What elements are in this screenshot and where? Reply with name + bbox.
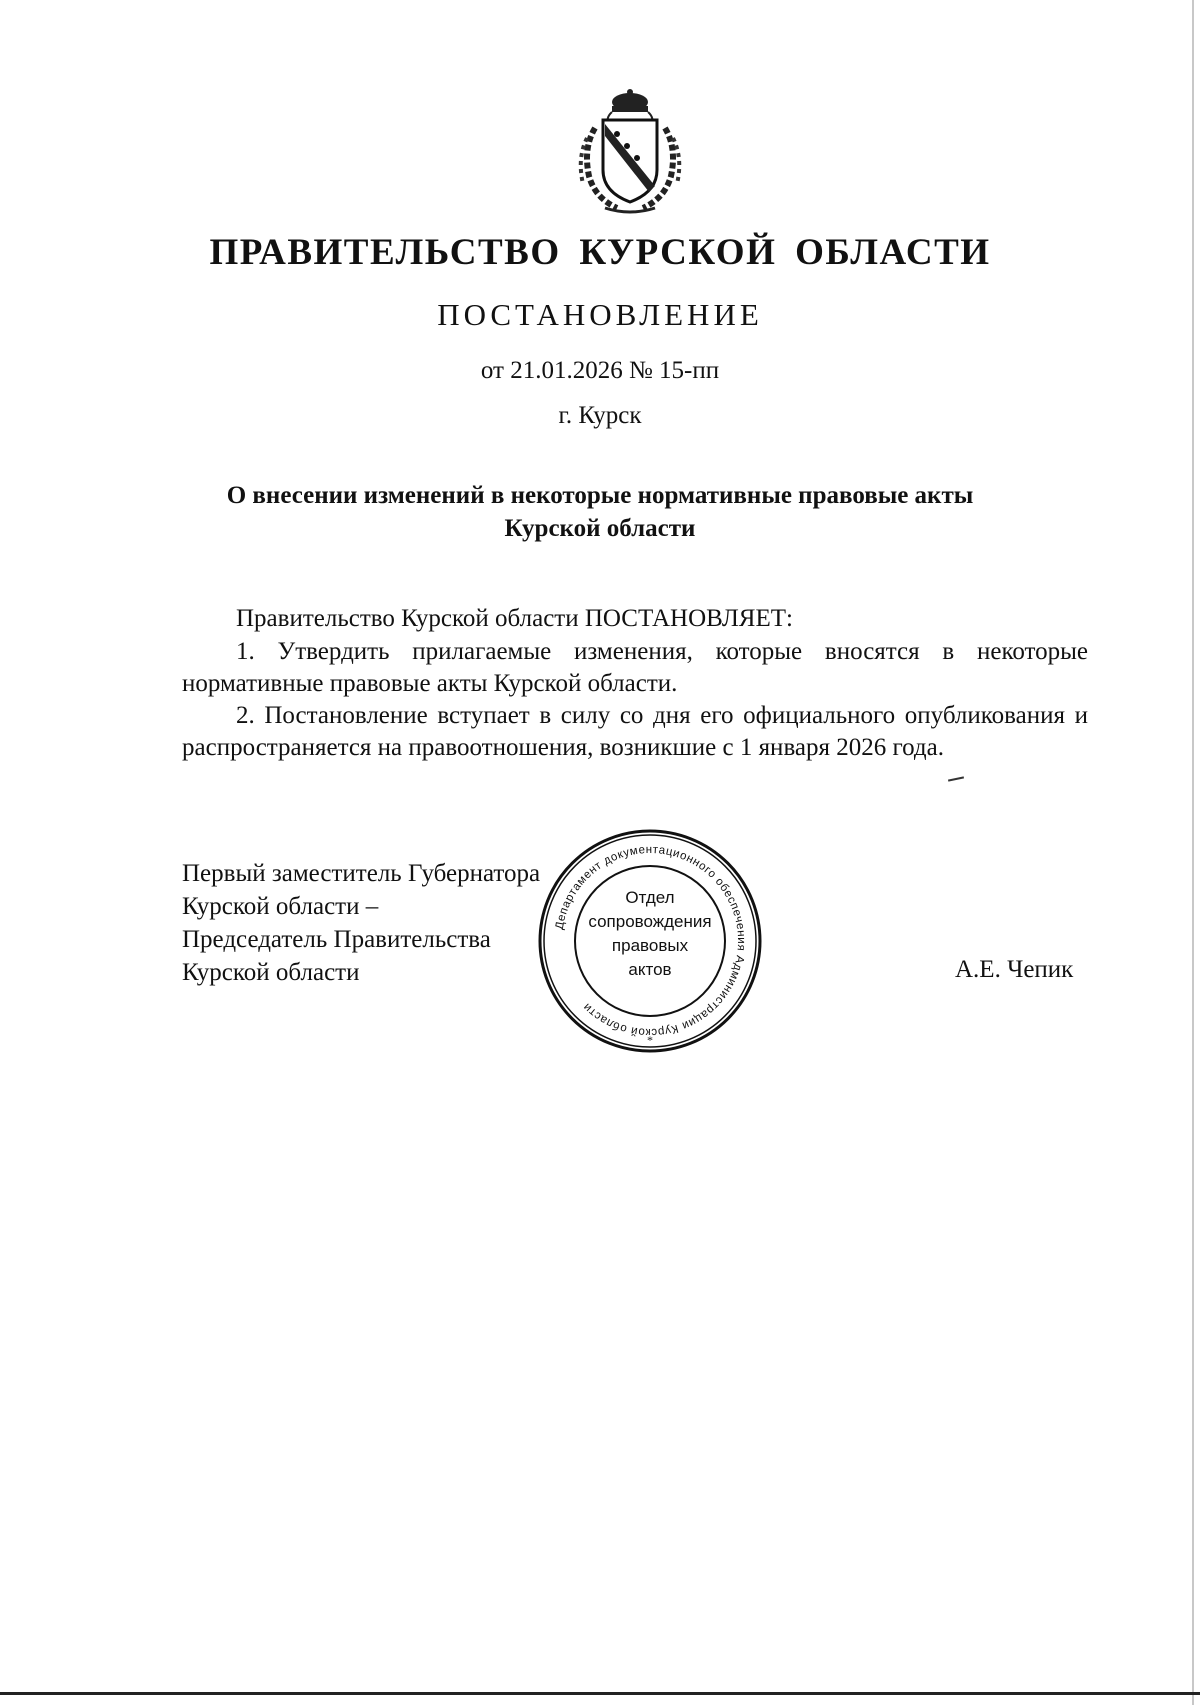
stamp-line: Отдел xyxy=(625,888,675,907)
stamp-line: сопровождения xyxy=(588,912,712,931)
signature-position-line: Курской области – xyxy=(182,893,379,920)
stamp-ring-text: Департамент документационного обеспечения Администрации Курской области xyxy=(553,843,748,1039)
signature-position-line: Председатель Правительства xyxy=(182,926,491,953)
preamble-block xyxy=(182,603,1088,635)
stamp-center-text xyxy=(578,886,722,982)
subject-line: О внесении изменений в некоторые нормативные правовые акты xyxy=(226,482,974,509)
signature-position-line: Курской области xyxy=(182,959,360,986)
document-number: от 21.01.2026 № 15-пп xyxy=(480,357,720,384)
preamble-text: Правительство Курской области ПОСТАНОВЛЯЕТ: xyxy=(236,605,793,632)
svg-text:*: * xyxy=(647,1033,653,1047)
stamp-line: правовых xyxy=(611,936,689,955)
document-type: ПОСТАНОВЛЕНИЕ xyxy=(437,297,763,332)
scan-edge-bottom xyxy=(0,1692,1200,1695)
body-items xyxy=(182,636,1088,764)
signature-position xyxy=(182,857,540,989)
signature-position-line: Первый заместитель Губернатора xyxy=(182,860,541,887)
document-subject xyxy=(0,479,1200,545)
body-item: 2. Постановление вступает в силу со дня его официального опубликования и распространяется на правоотношения, возникшие с 1 января 2026 года. xyxy=(182,702,1088,761)
body-item: 1. Утвердить прилагаемые изменения, которые вносятся в некоторые нормативные правовые акты Курской области. xyxy=(182,638,1088,697)
subject-line: Курской области xyxy=(504,515,696,542)
signatory-name: А.Е. Чепик xyxy=(955,956,1074,983)
pen-mark xyxy=(948,776,964,781)
coat-of-arms-icon xyxy=(565,88,695,218)
document-city: г. Курск xyxy=(558,402,642,429)
stamp-line: актов xyxy=(628,960,672,979)
government-title: ПРАВИТЕЛЬСТВО КУРСКОЙ ОБЛАСТИ xyxy=(209,232,991,273)
